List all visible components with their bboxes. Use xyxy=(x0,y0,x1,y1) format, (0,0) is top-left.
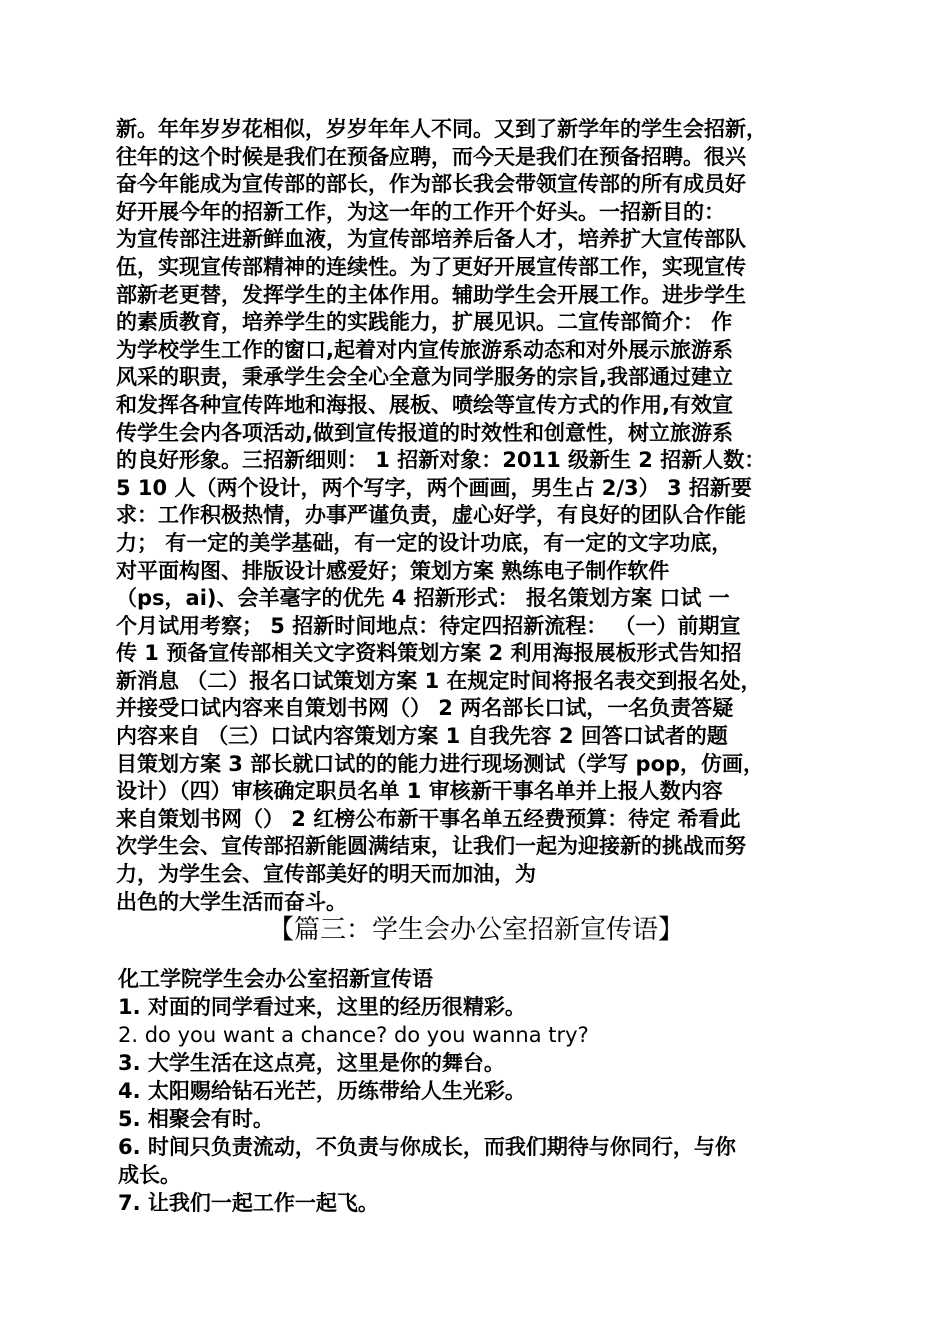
text-line: 新消息 （二）报名口试策划方案 1 在规定时间将报名表交到报名处， xyxy=(116,668,762,693)
text-line: 力； 有一定的美学基础，有一定的设计功底，有一定的文字功底， xyxy=(116,530,733,555)
text-line: 对平面构图、排版设计感爱好；策划方案 熟练电子制作软件 xyxy=(116,558,670,583)
text-line: 次学生会、宣传部招新能圆满结束，让我们一起为迎接新的挑战而努 xyxy=(116,834,746,859)
text-line: 传 1 预备宣传部相关文字资料策划方案 2 利用海报展板形式告知招 xyxy=(116,641,742,666)
text-line: 设计）（四）审核确定职员名单 1 审核新干事名单并上报人数内容 xyxy=(116,779,723,804)
text-line: 风采的职责，秉承学生会全心全意为同学服务的宗旨,我部通过建立 xyxy=(116,365,733,390)
slogan-item: 3. 大学生活在这点亮，这里是你的舞台。 xyxy=(118,1051,505,1075)
text-line: 力，为学生会、宣传部美好的明天而加油，为 xyxy=(116,862,536,887)
text-line: 来自策划书网（） 2 红榜公布新干事名单五经费预算：待定 希看此 xyxy=(116,806,741,831)
slogan-item: 成长。 xyxy=(118,1163,181,1187)
text-line: 传学生会内各项活动,做到宣传报道的时效性和创意性，树立旅游系 xyxy=(116,420,733,445)
slogan-item: 1. 对面的同学看过来，这里的经历很精彩。 xyxy=(118,995,526,1019)
slogan-list xyxy=(118,965,844,1217)
slogan-item: 4. 太阳赐给钻石光芒，历练带给人生光彩。 xyxy=(118,1079,526,1103)
text-line: 为宣传部注进新鲜血液，为宣传部培养后备人才，培养扩大宣传部队 xyxy=(116,227,746,252)
text-line: 部新老更替，发挥学生的主体作用。辅助学生会开展工作。进步学生 xyxy=(116,282,746,307)
section-title: 【篇三：学生会办公室招新宣传语】 xyxy=(267,915,684,945)
recruitment-plan-text xyxy=(116,116,844,916)
text-line: 和发挥各种宣传阵地和海报、展板、喷绘等宣传方式的作用,有效宣 xyxy=(116,392,733,417)
text-line: （ps，ai)、会羊毫字的优先 4 招新形式： 报名策划方案 口试 一 xyxy=(116,586,730,611)
text-line: 求：工作积极热情，办事严谨负责，虚心好学，有良好的团队合作能 xyxy=(116,503,746,528)
slogan-heading: 化工学院学生会办公室招新宣传语 xyxy=(118,967,433,991)
text-line: 内容来自 （三）口试内容策划方案 1 自我先容 2 回答口试者的题 xyxy=(116,724,728,749)
text-line: 往年的这个时候是我们在预备应聘，而今天是我们在预备招聘。很兴 xyxy=(116,144,746,169)
slogan-item: 6. 时间只负责流动，不负责与你成长，而我们期待与你同行，与你 xyxy=(118,1135,736,1159)
text-line: 奋今年能成为宣传部的部长，作为部长我会带领宣传部的所有成员好 xyxy=(116,172,746,197)
text-line: 伍，实现宣传部精神的连续性。为了更好开展宣传部工作，实现宣传 xyxy=(116,254,746,279)
text-line: 目策划方案 3 部长就口试的的能力进行现场测试（学写 pop，仿画， xyxy=(116,751,765,776)
text-line: 个月试用考察； 5 招新时间地点：待定四招新流程： （一）前期宣 xyxy=(116,613,741,638)
slogan-item: 5. 相聚会有时。 xyxy=(118,1107,274,1131)
text-line: 好开展今年的招新工作，为这一年的工作开个好头。一招新目的： xyxy=(116,199,725,224)
text-line: 并接受口试内容来自策划书网（） 2 两名部长口试，一名负责答疑 xyxy=(116,696,734,721)
text-line: 为学校学生工作的窗口,起着对内宣传旅游系动态和对外展示旅游系 xyxy=(116,337,733,362)
text-line: 出色的大学生活而奋斗。 xyxy=(116,889,347,914)
text-line: 的良好形象。三招新细则： 1 招新对象：2011 级新生 2 招新人数： xyxy=(116,448,766,473)
slogan-item: 7. 让我们一起工作一起飞。 xyxy=(118,1191,379,1215)
text-line: 的素质教育，培养学生的实践能力，扩展见识。二宣传部简介： 作 xyxy=(116,310,733,335)
slogan-item: 2. do you want a chance? do you wanna try? xyxy=(118,1023,589,1047)
text-line: 5 10 人（两个设计，两个写字，两个画画，男生占 2/3） 3 招新要 xyxy=(116,475,752,500)
text-line: 新。年年岁岁花相似，岁岁年年人不同。又到了新学年的学生会招新， xyxy=(116,117,767,141)
